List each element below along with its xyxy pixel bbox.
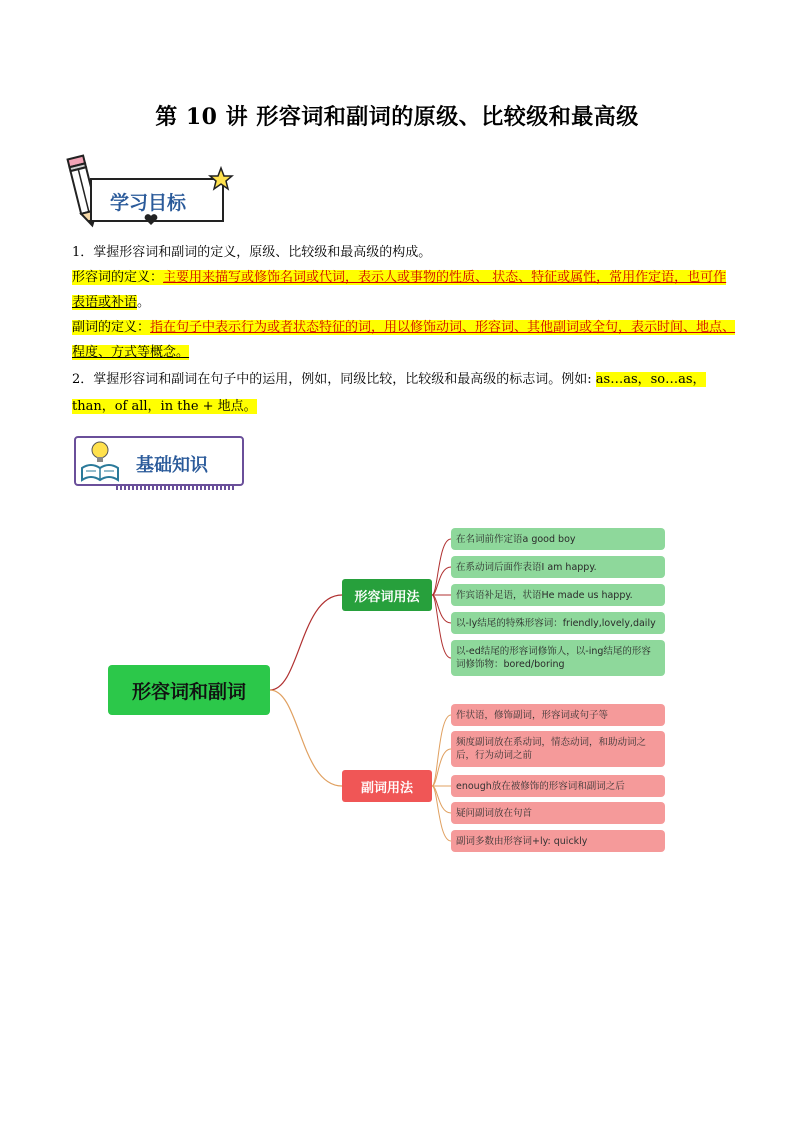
adv-leaf: 作状语，修饰副词，形容词或句子等 <box>451 704 665 726</box>
adj-leaf: 在系动词后面作表语I am happy. <box>451 556 665 578</box>
adv-definition-line-2 <box>72 343 197 363</box>
adj-definition-line-1 <box>72 268 726 288</box>
adj-definition-text-2: 表语或补语 <box>72 295 138 310</box>
badge-dotted-divider <box>116 486 236 490</box>
adv-leaf: 频度副词放在系动词，情态动词，和助动词之后，行为动词之前 <box>451 731 665 767</box>
adj-definition-line-2 <box>72 293 150 313</box>
adv-definition-line-1 <box>72 318 735 338</box>
adv-definition-text-1: 指在句子中表示行为或者状态特征的词，用以修饰动词、形容词、其他副词或全句，表示时间、地点、 <box>150 320 736 335</box>
goal-2-markers-1: as…as，so…as， <box>595 372 706 387</box>
goal-2-text: 2．掌握形容词和副词在句子中的运用，例如，同级比较，比较级和最高级的标志词。例如: <box>72 372 596 387</box>
goal-1 <box>72 243 431 263</box>
adv-leaf: enough放在被修饰的形容词和副词之后 <box>451 775 665 797</box>
adj-definition-colon: ： <box>150 270 164 285</box>
section-badge-goals <box>66 152 236 232</box>
adj-definition-label: 形容词的定义 <box>72 270 151 285</box>
adv-leaf: 疑问副词放在句首 <box>451 802 665 824</box>
mindmap-branch-adverb: 副词用法 <box>342 770 432 802</box>
adj-leaf: 以-ed结尾的形容词修饰人，以-ing结尾的形容词修饰物：bored/boring <box>451 640 665 676</box>
adj-leaf: 在名词前作定语a good boy <box>451 528 665 550</box>
heart-icon <box>144 214 158 226</box>
goal-2-line-1 <box>72 370 706 390</box>
star-icon <box>208 166 234 192</box>
mindmap-root: 形容词和副词 <box>108 665 270 715</box>
adj-definition-end: 。 <box>137 295 151 310</box>
adv-definition-text-2: 程度、方式等概念 <box>72 345 177 360</box>
section-badge-basics <box>72 434 244 492</box>
adv-definition-colon: ： <box>137 320 151 335</box>
adv-definition-label: 副词的定义 <box>72 320 138 335</box>
goal-2-markers-2: than，of all，in the + 地点。 <box>72 399 257 414</box>
section-title-basics: 基础知识 <box>136 455 208 476</box>
lightbulb-book-icon <box>78 438 122 484</box>
mindmap-branch-adjective: 形容词用法 <box>342 579 432 611</box>
goal-1-text: 1．掌握形容词和副词的定义，原级、比较级和最高级的构成。 <box>72 245 432 260</box>
adj-leaf: 作宾语补足语，状语He made us happy. <box>451 584 665 606</box>
adj-definition-text-1: 主要用来描写或修饰名词或代词，表示人或事物的性质、 状态、特征或属性，常用作定语，也可作 <box>163 270 727 285</box>
page-title: 第 10 讲 形容词和副词的原级、比较级和最高级 <box>155 104 639 130</box>
adv-definition-end: 。 <box>176 345 190 360</box>
adj-leaf: 以-ly结尾的特殊形容词：friendly,lovely,daily <box>451 612 665 634</box>
section-title-goals: 学习目标 <box>110 192 187 214</box>
adv-leaf: 副词多数由形容词+ly: quickly <box>451 830 665 852</box>
goal-2-line-2 <box>72 397 257 417</box>
